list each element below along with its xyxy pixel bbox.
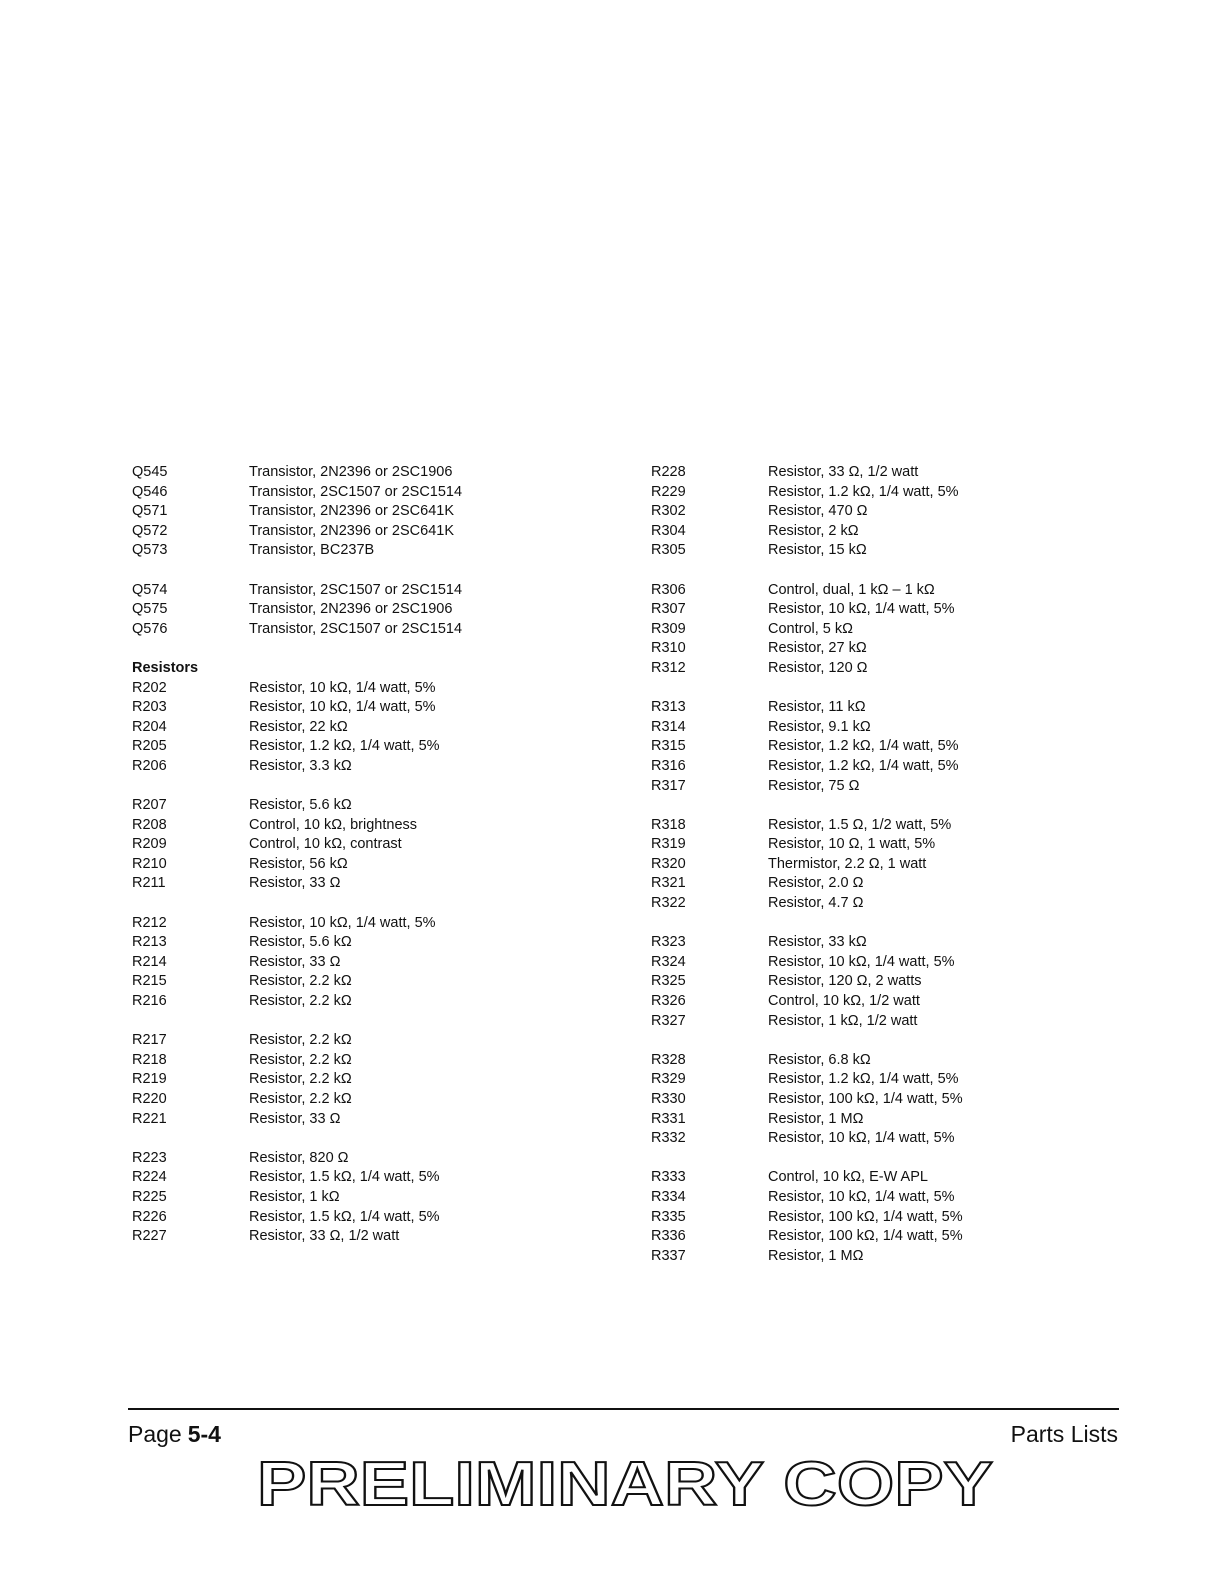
part-description: Resistor, 11 kΩ (768, 699, 866, 716)
resistors-heading: Resistors (132, 659, 199, 676)
parts-row (651, 600, 1071, 620)
part-description: Resistor, 22 kΩ (249, 718, 348, 735)
part-description: Resistor, 15 kΩ (768, 542, 867, 559)
parts-row (132, 855, 612, 875)
part-reference: R323 (651, 934, 686, 951)
parts-list-left-column (132, 463, 612, 1266)
stamp-text: PRELIMINARY COPY (257, 1450, 993, 1517)
part-reference: R334 (651, 1188, 686, 1205)
part-reference: R302 (651, 503, 686, 520)
parts-row (132, 1227, 612, 1247)
parts-row (651, 620, 1071, 640)
part-description: Resistor, 4.7 Ω (768, 895, 864, 912)
parts-row (132, 992, 612, 1012)
part-description: Resistor, 2.2 kΩ (249, 1051, 352, 1068)
parts-row (132, 835, 612, 855)
part-description: Transistor, 2N2396 or 2SC1906 (249, 601, 453, 618)
part-description: Transistor, 2N2396 or 2SC641K (249, 503, 454, 520)
parts-row (651, 463, 1071, 483)
part-reference: R204 (132, 718, 167, 735)
part-description: Resistor, 2.2 kΩ (249, 973, 352, 990)
resistor-groups (651, 463, 1071, 1266)
parts-row (651, 737, 1071, 757)
part-reference: Q546 (132, 483, 168, 500)
part-reference: R320 (651, 855, 686, 872)
parts-row (132, 718, 612, 738)
part-reference: R321 (651, 875, 686, 892)
part-description: Resistor, 33 Ω, 1/2 watt (768, 464, 919, 480)
part-description: Resistor, 33 kΩ (768, 934, 867, 951)
parts-row (132, 698, 612, 718)
part-description: Resistor, 10 Ω, 1 watt, 5% (768, 836, 936, 853)
part-description: Resistor, 100 kΩ, 1/4 watt, 5% (768, 1208, 963, 1225)
parts-group (651, 581, 1071, 679)
parts-row (651, 835, 1071, 855)
part-description: Resistor, 10 kΩ, 1/4 watt, 5% (768, 1130, 955, 1147)
part-description: Resistor, 10 kΩ, 1/4 watt, 5% (768, 601, 955, 618)
parts-row (651, 855, 1071, 875)
part-reference: R322 (651, 895, 686, 912)
part-reference: R336 (651, 1228, 686, 1245)
part-description: Transistor, BC237B (249, 542, 375, 559)
part-reference: R207 (132, 797, 167, 814)
part-description: Control, 5 kΩ (768, 620, 853, 637)
part-description: Resistor, 2.2 kΩ (249, 993, 352, 1010)
parts-row (651, 718, 1071, 738)
part-reference: R316 (651, 757, 686, 774)
part-reference: R337 (651, 1247, 686, 1264)
part-description: Resistor, 1.2 kΩ, 1/4 watt, 5% (768, 738, 959, 755)
parts-group (651, 816, 1071, 914)
part-description: Control, 10 kΩ, E-W APL (768, 1169, 928, 1186)
part-description: Resistor, 75 Ω (768, 777, 860, 794)
part-reference: R327 (651, 1012, 686, 1029)
part-description: Resistor, 1 kΩ, 1/2 watt (768, 1012, 918, 1029)
part-reference: Q573 (132, 542, 168, 559)
part-reference: R306 (651, 581, 686, 598)
parts-row (132, 1090, 612, 1110)
part-description: Resistor, 1.5 kΩ, 1/4 watt, 5% (249, 1169, 440, 1186)
parts-group (132, 581, 612, 640)
part-description: Resistor, 1.2 kΩ, 1/4 watt, 5% (249, 738, 440, 755)
part-description: Resistor, 10 kΩ, 1/4 watt, 5% (249, 914, 436, 931)
parts-row (651, 894, 1071, 914)
part-description: Resistor, 2.0 Ω (768, 875, 864, 892)
part-reference: R205 (132, 738, 167, 755)
parts-row (651, 1168, 1071, 1188)
parts-row (132, 1031, 612, 1051)
parts-row (651, 757, 1071, 777)
part-description: Resistor, 9.1 kΩ (768, 718, 871, 735)
parts-group (651, 463, 1071, 561)
part-description: Resistor, 1.2 kΩ, 1/4 watt, 5% (768, 483, 959, 500)
parts-row (132, 796, 612, 816)
part-reference: R310 (651, 640, 686, 657)
parts-row (132, 816, 612, 836)
part-description: Control, 10 kΩ, contrast (249, 836, 402, 853)
part-description: Resistor, 33 Ω (249, 953, 341, 970)
part-reference: R315 (651, 738, 686, 755)
parts-row (132, 1149, 612, 1169)
part-reference: R206 (132, 757, 167, 774)
part-reference: R224 (132, 1169, 167, 1186)
part-reference: R304 (651, 522, 686, 539)
part-reference: R318 (651, 816, 686, 833)
preliminary-copy-stamp (255, 1447, 995, 1517)
parts-row (132, 620, 612, 640)
parts-row (132, 522, 612, 542)
part-reference: R220 (132, 1091, 167, 1107)
parts-row (132, 757, 612, 777)
part-reference: Q545 (132, 464, 168, 480)
parts-row (651, 1208, 1071, 1228)
page-number: 5-4 (187, 1421, 221, 1447)
parts-row (651, 1090, 1071, 1110)
part-description: Resistor, 6.8 kΩ (768, 1051, 871, 1068)
part-reference: R221 (132, 1110, 167, 1127)
part-reference: R329 (651, 1071, 686, 1088)
parts-row (651, 1247, 1071, 1267)
part-reference: R226 (132, 1208, 167, 1225)
parts-row (132, 1051, 612, 1071)
parts-group (132, 1031, 612, 1129)
part-description: Resistor, 1.5 Ω, 1/2 watt, 5% (768, 816, 952, 833)
part-description: Resistor, 5.6 kΩ (249, 934, 352, 951)
part-reference: R228 (651, 464, 686, 480)
parts-row (651, 698, 1071, 718)
parts-row (132, 679, 612, 699)
part-description: Resistor, 100 kΩ, 1/4 watt, 5% (768, 1228, 963, 1245)
parts-row (651, 953, 1071, 973)
parts-row (651, 581, 1071, 601)
parts-row (651, 483, 1071, 503)
part-reference: R203 (132, 699, 167, 716)
part-reference: R313 (651, 699, 686, 716)
part-reference: R325 (651, 973, 686, 990)
parts-row (132, 1110, 612, 1130)
part-reference: R333 (651, 1169, 686, 1186)
parts-row (132, 541, 612, 561)
part-reference: R335 (651, 1208, 686, 1225)
part-reference: R223 (132, 1149, 167, 1166)
part-description: Resistor, 33 Ω, 1/2 watt (249, 1228, 400, 1245)
parts-row (651, 541, 1071, 561)
parts-row (651, 816, 1071, 836)
part-description: Resistor, 2 kΩ (768, 522, 859, 539)
part-description: Resistor, 56 kΩ (249, 855, 348, 872)
part-description: Resistor, 1.2 kΩ, 1/4 watt, 5% (768, 757, 959, 774)
part-reference: R317 (651, 777, 686, 794)
part-reference: R214 (132, 953, 167, 970)
part-description: Resistor, 1.2 kΩ, 1/4 watt, 5% (768, 1071, 959, 1088)
part-reference: R328 (651, 1051, 686, 1068)
page-prefix: Page (128, 1421, 182, 1447)
parts-row (132, 933, 612, 953)
part-description: Resistor, 120 Ω (768, 659, 868, 676)
part-description: Transistor, 2N2396 or 2SC1906 (249, 464, 453, 480)
part-description: Resistor, 3.3 kΩ (249, 757, 352, 774)
parts-row (132, 874, 612, 894)
part-description: Thermistor, 2.2 Ω, 1 watt (768, 855, 927, 872)
part-reference: R218 (132, 1051, 167, 1068)
part-reference: Q576 (132, 620, 168, 637)
part-reference: R314 (651, 718, 686, 735)
part-description: Resistor, 10 kΩ, 1/4 watt, 5% (768, 953, 955, 970)
parts-row (651, 972, 1071, 992)
part-description: Resistor, 2.2 kΩ (249, 1091, 352, 1107)
parts-row (651, 1129, 1071, 1149)
part-description: Resistor, 100 kΩ, 1/4 watt, 5% (768, 1091, 963, 1107)
part-description: Resistor, 33 Ω (249, 875, 341, 892)
parts-row (651, 992, 1071, 1012)
part-description: Resistor, 10 kΩ, 1/4 watt, 5% (249, 699, 436, 716)
section-title: Parts Lists (1010, 1421, 1118, 1447)
part-reference: R309 (651, 620, 686, 637)
parts-row (651, 1110, 1071, 1130)
part-reference: Q571 (132, 503, 168, 520)
part-reference: R324 (651, 953, 686, 970)
parts-row (132, 1168, 612, 1188)
parts-row (651, 777, 1071, 797)
part-reference: R209 (132, 836, 167, 853)
parts-row (132, 1188, 612, 1208)
part-description: Resistor, 2.2 kΩ (249, 1032, 352, 1049)
parts-group (132, 914, 612, 1012)
parts-group (651, 1168, 1071, 1266)
parts-group (651, 698, 1071, 796)
parts-row (651, 1070, 1071, 1090)
parts-row (132, 502, 612, 522)
part-reference: R312 (651, 659, 686, 676)
resistor-groups (132, 679, 612, 1247)
parts-row (132, 914, 612, 934)
parts-row (651, 659, 1071, 679)
parts-group (132, 796, 612, 894)
parts-row (651, 933, 1071, 953)
part-description: Resistor, 1 MΩ (768, 1247, 864, 1264)
parts-row (132, 972, 612, 992)
parts-row (132, 1208, 612, 1228)
parts-row (651, 1012, 1071, 1032)
parts-group (132, 679, 612, 777)
parts-row (651, 1051, 1071, 1071)
part-description: Transistor, 2SC1507 or 2SC1514 (249, 483, 463, 500)
part-reference: R332 (651, 1130, 686, 1147)
part-reference: R208 (132, 816, 167, 833)
part-description: Transistor, 2SC1507 or 2SC1514 (249, 581, 463, 598)
part-description: Resistor, 5.6 kΩ (249, 797, 352, 814)
part-reference: R211 (132, 875, 166, 892)
part-description: Transistor, 2N2396 or 2SC641K (249, 522, 454, 539)
parts-group (132, 463, 612, 561)
part-description: Resistor, 2.2 kΩ (249, 1071, 352, 1088)
parts-row (651, 1227, 1071, 1247)
parts-row (651, 874, 1071, 894)
part-description: Control, dual, 1 kΩ – 1 kΩ (768, 581, 935, 598)
parts-row (651, 639, 1071, 659)
part-reference: Q575 (132, 601, 168, 618)
part-reference: R219 (132, 1071, 167, 1088)
parts-row (651, 1188, 1071, 1208)
part-reference: R330 (651, 1091, 686, 1107)
transistor-groups (132, 463, 612, 639)
part-description: Resistor, 10 kΩ, 1/4 watt, 5% (249, 679, 436, 696)
part-description: Resistor, 1 MΩ (768, 1110, 864, 1127)
part-reference: R229 (651, 483, 686, 500)
parts-row (132, 600, 612, 620)
parts-row (132, 463, 612, 483)
parts-row (651, 522, 1071, 542)
part-reference: Q572 (132, 522, 168, 539)
part-reference: R227 (132, 1228, 167, 1245)
parts-row (132, 953, 612, 973)
part-description: Resistor, 1.5 kΩ, 1/4 watt, 5% (249, 1208, 440, 1225)
parts-group (651, 1051, 1071, 1149)
part-description: Resistor, 10 kΩ, 1/4 watt, 5% (768, 1188, 955, 1205)
part-reference: R210 (132, 855, 167, 872)
parts-row (132, 737, 612, 757)
part-description: Control, 10 kΩ, 1/2 watt (768, 993, 920, 1010)
part-description: Resistor, 120 Ω, 2 watts (768, 973, 922, 990)
part-reference: R331 (651, 1110, 686, 1127)
parts-group (132, 1149, 612, 1247)
part-reference: R305 (651, 542, 686, 559)
parts-list-right-column (651, 463, 1071, 1286)
parts-row (132, 483, 612, 503)
part-description: Resistor, 820 Ω (249, 1149, 349, 1166)
part-reference: R307 (651, 601, 686, 618)
part-reference: Q574 (132, 581, 168, 598)
parts-row (132, 1070, 612, 1090)
footer-rule (128, 1408, 1119, 1410)
part-description: Control, 10 kΩ, brightness (249, 816, 418, 833)
part-reference: R202 (132, 679, 167, 696)
parts-group (651, 933, 1071, 1031)
part-reference: R319 (651, 836, 686, 853)
part-reference: R212 (132, 914, 167, 931)
parts-row (651, 502, 1071, 522)
part-description: Resistor, 1 kΩ (249, 1188, 340, 1205)
part-reference: R217 (132, 1032, 167, 1049)
part-reference: R216 (132, 993, 167, 1010)
part-description: Resistor, 27 kΩ (768, 640, 867, 657)
parts-row (132, 581, 612, 601)
part-reference: R326 (651, 993, 686, 1010)
page-number-label (128, 1421, 221, 1448)
part-reference: R213 (132, 934, 167, 951)
part-reference: R225 (132, 1188, 167, 1205)
part-reference: R215 (132, 973, 167, 990)
part-description: Resistor, 33 Ω (249, 1110, 341, 1127)
part-description: Transistor, 2SC1507 or 2SC1514 (249, 620, 463, 637)
part-description: Resistor, 470 Ω (768, 503, 868, 520)
